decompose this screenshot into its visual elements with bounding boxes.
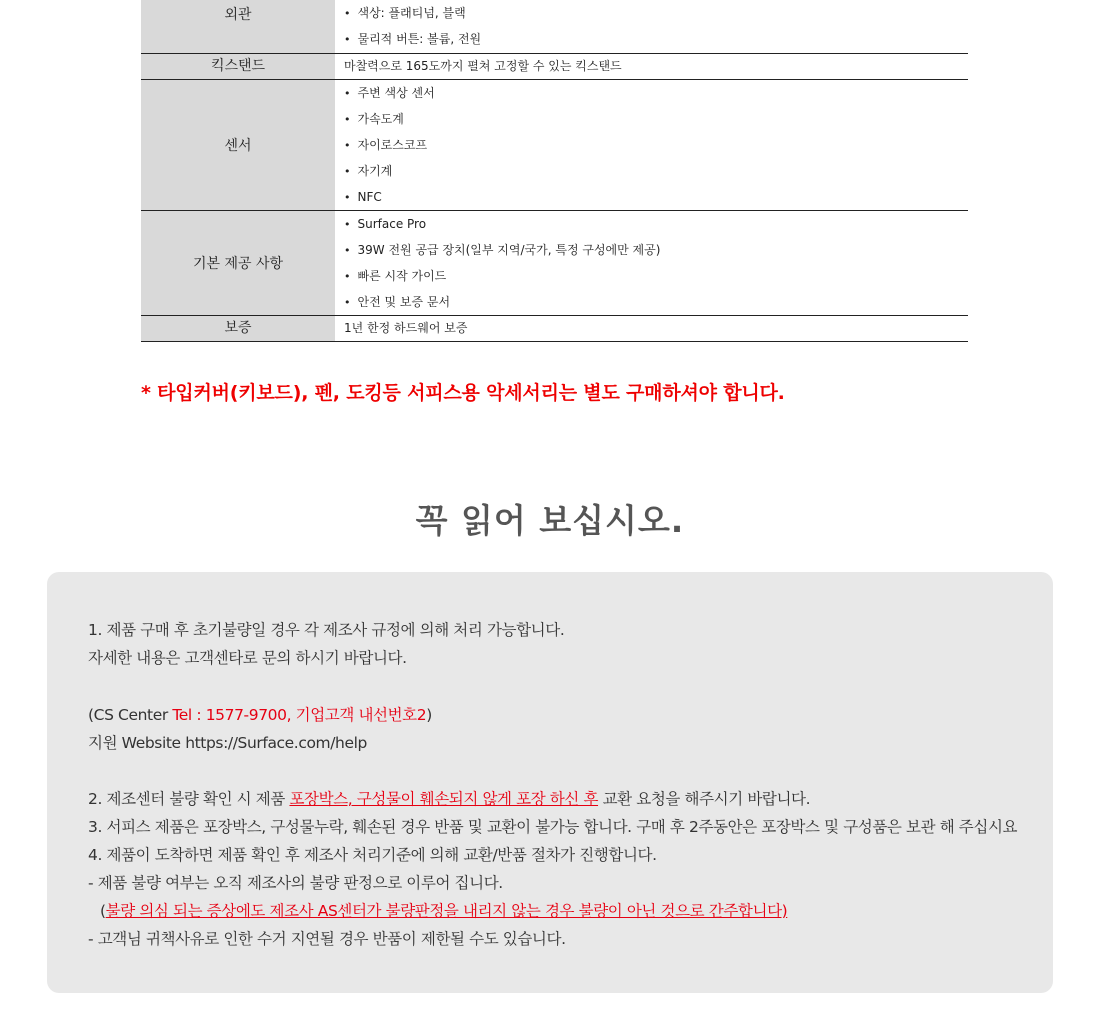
notice-dash-2: - 고객님 귀책사유로 인한 수거 지연될 경우 반품이 제한될 수도 있습니다. [88,930,566,948]
item-text: 2. 제조센터 불량 확인 시 제품 [88,790,290,808]
spec-value: 마찰력으로 165도까지 펼쳐 고정할 수 있는 킥스탠드 [344,58,622,73]
defect-judgement-note: 불량 의심 되는 증상에도 제조사 AS센터가 불량판정을 내리지 않는 경우 불량이 아닌 것으로 간주합니다) [105,902,788,920]
list-item: • 자기계 [344,158,968,184]
spec-label: 센서 [141,79,335,210]
cs-prefix: (CS Center [88,706,173,724]
spec-row-warranty [141,315,968,341]
spec-bullet-list [344,0,968,52]
spec-label: 외관 [141,0,335,53]
cs-contact: Tel : 1577-9700, 기업고객 내선번호2 [172,706,427,724]
spec-value [335,79,968,210]
notice-dash-1-note [100,899,787,921]
spec-label: 기본 제공 사항 [141,210,335,315]
list-item: • 물리적 버튼: 볼륨, 전원 [344,26,968,52]
notice-box [47,572,1053,993]
list-item: • 빠른 시작 가이드 [344,263,968,289]
spec-row-kickstand [141,53,968,79]
list-item: • 주변 색상 센서 [344,80,968,106]
list-item: • 색상: 플래티넘, 블랙 [344,0,968,26]
notice-dash-1: - 제품 불량 여부는 오직 제조사의 불량 판정으로 이루어 집니다. [88,874,503,892]
spec-label: 킥스탠드 [141,53,335,79]
list-item: • 가속도계 [344,106,968,132]
cs-suffix: ) [426,706,432,724]
spec-bullet-list [344,80,968,210]
spec-value [335,210,968,315]
section-heading: 꼭 읽어 보십시오. [415,501,685,540]
list-item: • Surface Pro [344,211,968,237]
spec-value: 1년 한정 하드웨어 보증 [344,320,468,335]
cs-center-line [88,703,432,725]
list-item: • 39W 전원 공급 장치(일부 지역/국가, 특정 구성에만 제공) [344,237,968,263]
spec-value [335,0,968,53]
spec-bullet-list [344,211,968,315]
list-item: • 안전 및 보증 문서 [344,289,968,315]
notice-item-4: 4. 제품이 도착하면 제품 확인 후 제조사 처리기준에 의해 교환/반품 절차가 진행합니다. [88,846,657,864]
note-open: ( [100,902,106,920]
support-website-line: 지원 Website https://Surface.com/help [88,734,367,752]
packaging-highlight: 포장박스, 구성물이 훼손되지 않게 포장 하신 후 [289,790,599,808]
notice-item-3: 3. 서피스 제품은 포장박스, 구성물누락, 훼손된 경우 반품 및 교환이 불가능 합니다. 구매 후 2주동안은 포장박스 및 구성품은 보관 해 주십시요 [88,818,1018,836]
spec-label: 보증 [141,315,335,341]
spec-row-in-box [141,210,968,315]
notice-item-2 [88,787,810,809]
list-item: • 자이로스코프 [344,132,968,158]
notice-line: 1. 제품 구매 후 초기불량일 경우 각 제조사 규정에 의해 처리 가능합니다. [88,621,565,639]
list-item: • NFC [344,184,968,210]
accessory-notice: * 타입커버(키보드), 펜, 도킹등 서피스용 악세서리는 별도 구매하셔야 합니다. [141,382,785,404]
item-text: 교환 요청을 해주시기 바랍니다. [598,790,811,808]
spec-row-exterior [141,0,968,53]
notice-line: 자세한 내용은 고객센타로 문의 하시기 바랍니다. [88,649,407,667]
spec-row-sensors [141,79,968,210]
spec-table [141,0,968,342]
